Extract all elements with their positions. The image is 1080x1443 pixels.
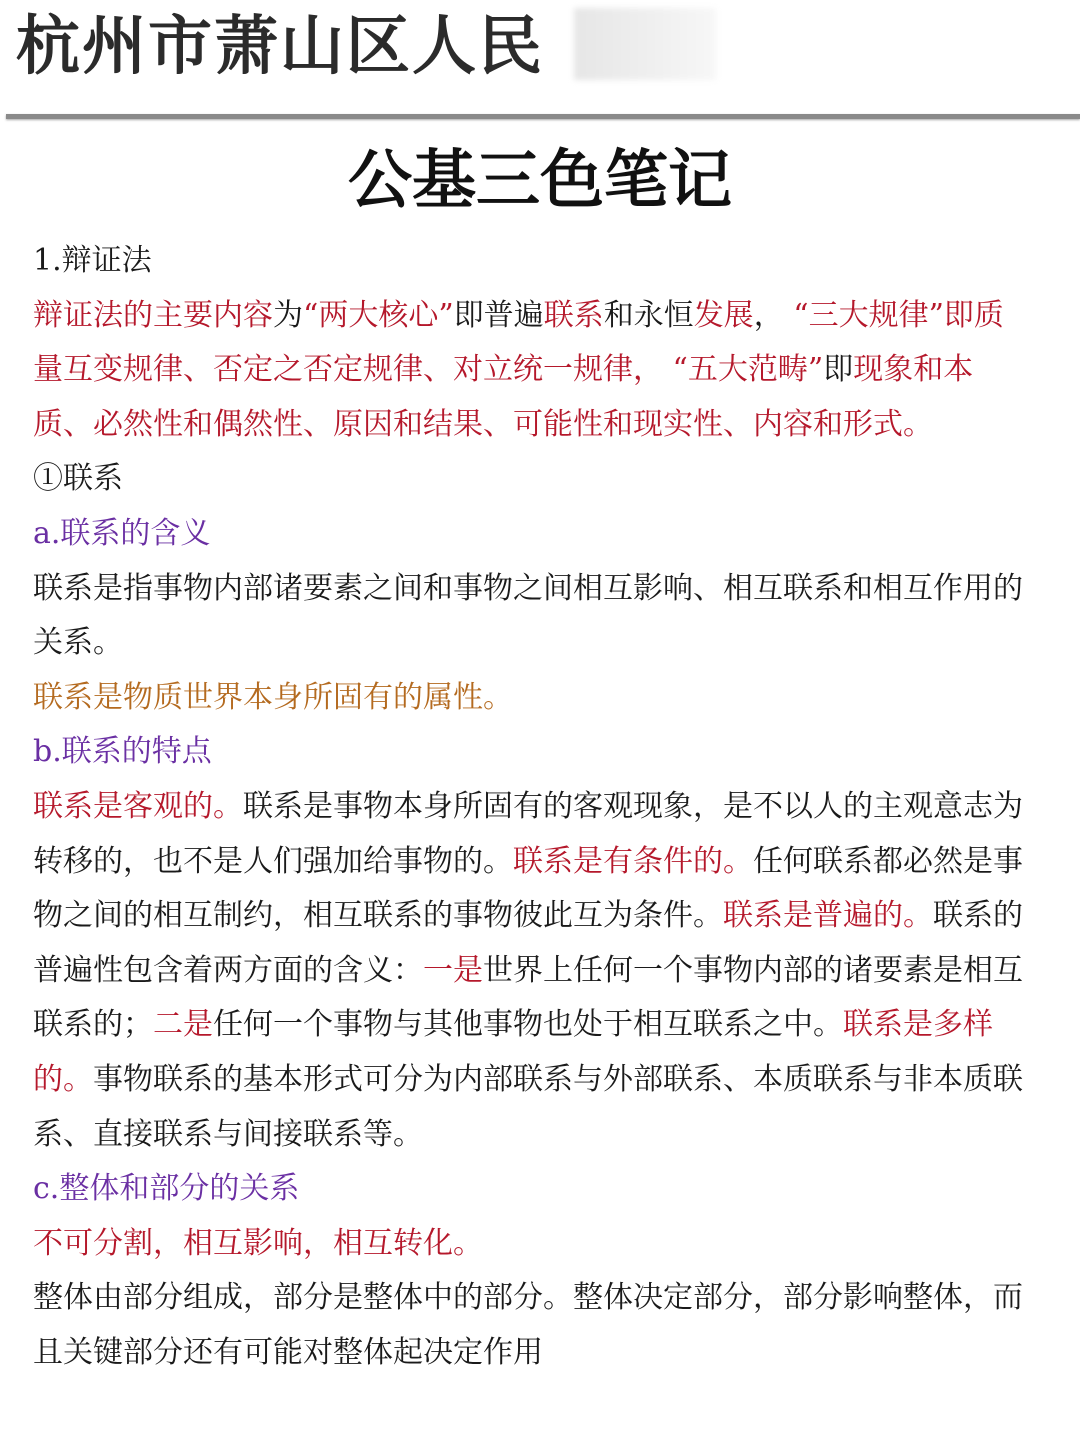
paragraph xyxy=(33,452,1033,507)
text-run: 辩证法的主要内容 xyxy=(33,297,273,333)
paragraph xyxy=(33,1162,1033,1217)
document-title: 公基三色笔记 xyxy=(348,143,732,218)
text-run: 一是 xyxy=(423,952,483,988)
text-run: 现象和本质、必然性和偶然性、原因和结果、可能性和现实性、内容和形式。 xyxy=(33,352,974,442)
text-run: 联系是有条件的。 xyxy=(513,843,753,879)
paragraph xyxy=(33,1271,1033,1380)
text-run: 事物联系的基本形式可分为内部联系与外部联系、本质联系与非本质联系、直接联系与间接联系等。 xyxy=(33,1061,1023,1152)
text-run: “三大规律” xyxy=(793,297,944,333)
text-run: 1.辩证法 xyxy=(33,243,152,278)
text-run: 联系是事物本身所固有的客观现象，是不以人的主观意志为转移的，也不是人们强加给事物的。 xyxy=(33,788,1023,879)
text-run: 和永恒 xyxy=(603,297,694,333)
text-run: b.联系的特点 xyxy=(33,734,212,770)
paragraph xyxy=(33,507,1033,562)
paragraph xyxy=(33,725,1033,780)
text-run: ， xyxy=(753,297,794,333)
text-run: 即 xyxy=(823,352,854,388)
paragraph xyxy=(33,289,1033,453)
text-run: 联系是多样的。 xyxy=(33,1007,993,1097)
text-run: 联系是指事物内部诸要素之间和事物之间相互影响、相互联系和相互作用的关系。 xyxy=(33,570,1023,661)
page-header xyxy=(0,0,1080,118)
text-run: 联系是普遍的。 xyxy=(723,898,933,934)
header-divider xyxy=(6,114,1080,119)
text-run: 不可分割，相互影响，相互转化。 xyxy=(33,1225,483,1261)
text-run: “两大核心” xyxy=(303,297,454,333)
text-run: 联系的普遍性包含着两方面的含义： xyxy=(33,898,1023,988)
text-run: 即质量互变规律、否定之否定规律、对立统一规律， xyxy=(33,297,1004,388)
text-run: 联系 xyxy=(543,297,604,333)
blurred-redaction xyxy=(574,8,716,80)
paragraph xyxy=(33,562,1033,671)
text-run: 整体由部分组成，部分是整体中的部分。整体决定部分，部分影响整体，而且关键部分还有可能对整体起决定作用 xyxy=(33,1280,1023,1370)
text-run: 发展 xyxy=(693,297,754,333)
text-run: 为 xyxy=(273,297,303,333)
text-run: 联系是物质世界本身所固有的属性。 xyxy=(33,679,513,715)
paragraph xyxy=(33,234,1033,289)
text-run: 二是 xyxy=(153,1007,213,1043)
text-run: 任何一个事物与其他事物也处于相互联系之中。 xyxy=(213,1007,843,1043)
document-body xyxy=(33,234,1033,1380)
text-run: “五大范畴” xyxy=(672,352,824,388)
text-run: ①联系 xyxy=(33,461,123,497)
text-run: a.联系的含义 xyxy=(33,515,211,551)
paragraph xyxy=(33,671,1033,726)
paragraph xyxy=(33,1217,1033,1272)
text-run: 任何联系都必然是事物之间的相互制约，相互联系的事物彼此互为条件。 xyxy=(33,843,1023,934)
paragraph xyxy=(33,780,1033,1162)
text-run: 联系是客观的。 xyxy=(33,788,243,824)
text-run: 即普遍 xyxy=(453,297,544,333)
text-run: c.整体和部分的关系 xyxy=(33,1171,300,1207)
text-run: 世界上任何一个事物内部的诸要素是相互联系的； xyxy=(33,952,1023,1043)
header-title: 杭州市萧山区人民 xyxy=(16,10,544,84)
